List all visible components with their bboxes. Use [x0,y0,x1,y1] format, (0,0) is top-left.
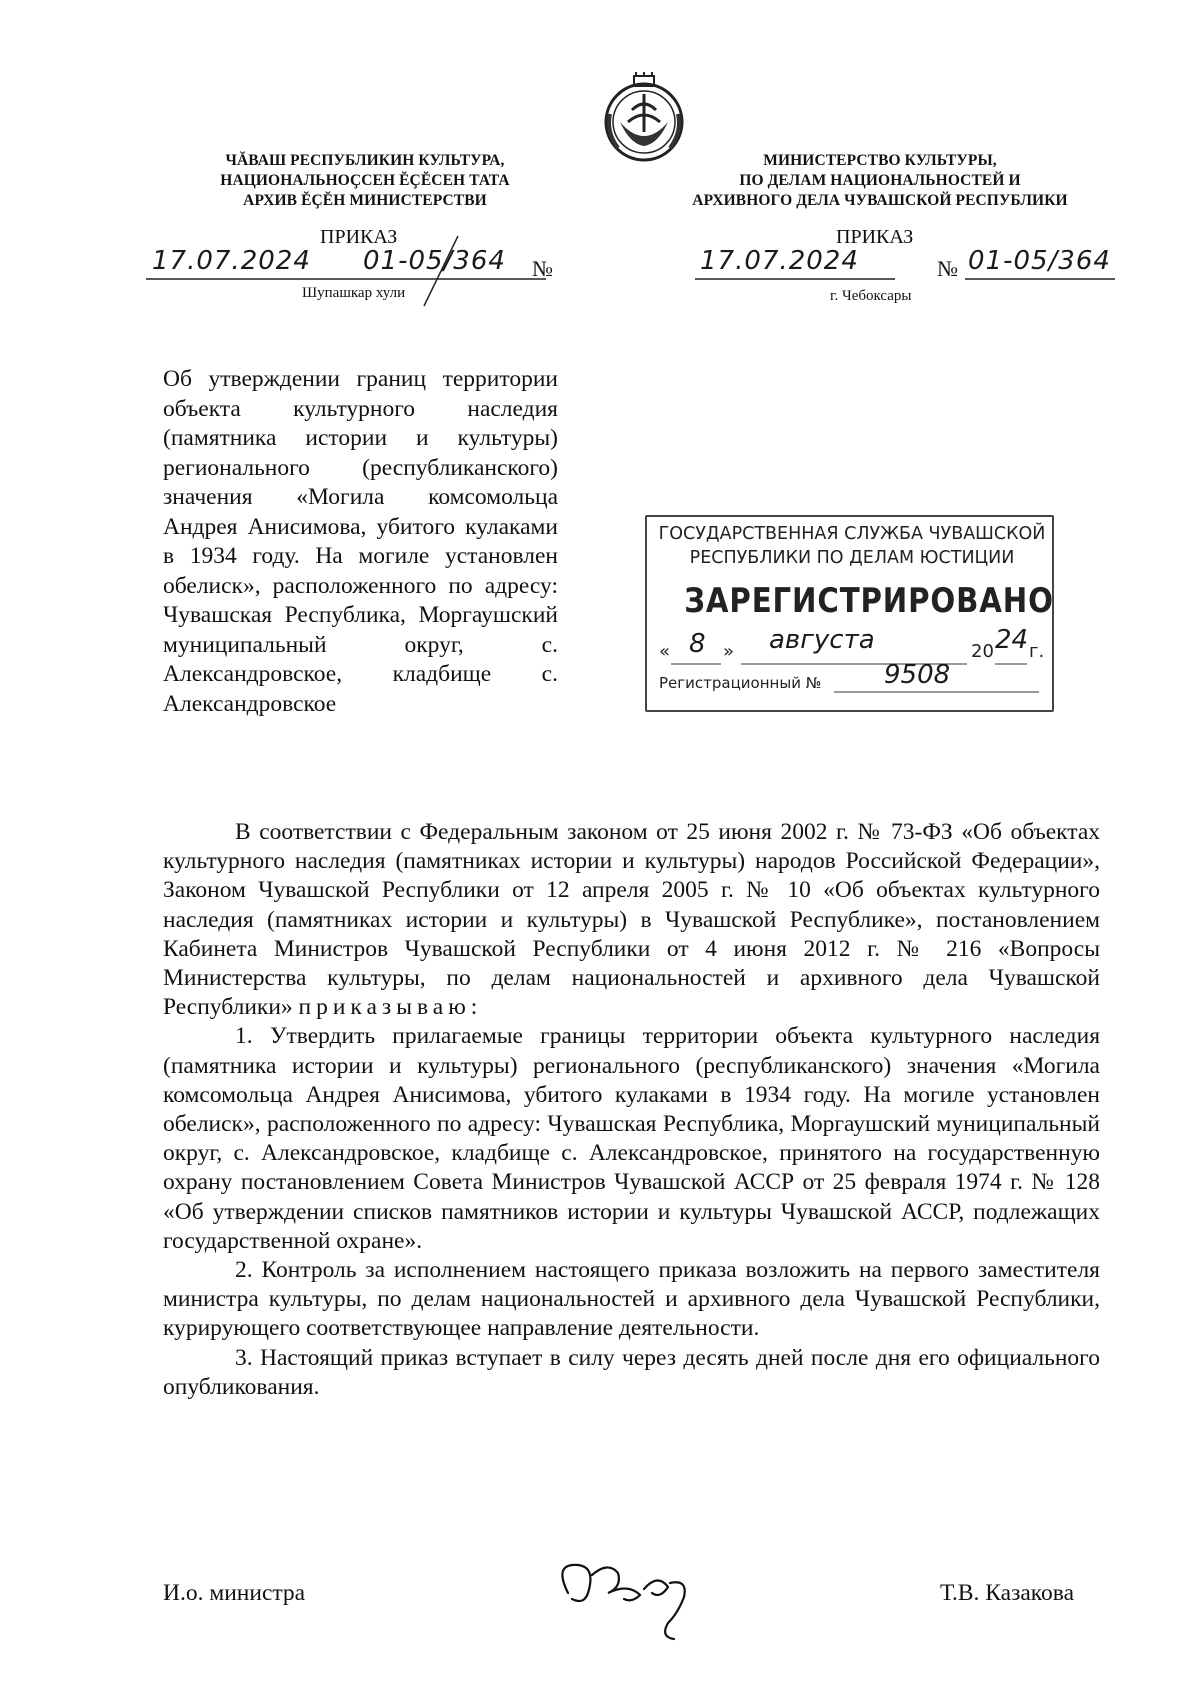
order-right-underline [695,276,1125,282]
order-left-underline [146,276,546,282]
header-left-chuvash [195,151,535,211]
order-right-number: 01-05/364 [968,246,1111,276]
order-right-date: 17.07.2024 [700,246,859,276]
stamp-year-prefix: 20 [971,641,994,662]
body-item-2: 2. Контроль за исполнением настоящего приказа возложить на первого заместителя министра культуры, по делам национальностей и архивного дела Чувашской Республики, курирующего соответствующее направление деятельности. [163,1257,1100,1342]
order-subject: Об утверждении границ территории объекта культурного наследия (памятника истории и культуры) регионального (республиканского) значения «Могила комсомольца Андрея Анисимова, убитого кулаками в 1934 году. На могиле установлен обелиск», расположенного по адресу: Чувашская Республика, Моргаушский муниципальный округ, с. Александровское, кладбище с. Александровское [163,366,558,717]
header-left-line: НАЦИОНАЛЬНОҪСЕН ĔҪĔСЕН ТАТА [220,172,510,189]
header-right-line: АРХИВНОГО ДЕЛА ЧУВАШСКОЙ РЕСПУБЛИКИ [692,192,1068,209]
stamp-reg-number: 9508 [884,660,951,690]
header-left-line: ЧĂВАШ РЕСПУБЛИКИН КУЛЬТУРА, [225,152,505,169]
coat-of-arms-emblem [598,72,690,164]
order-right-place: г. Чебоксары [830,288,912,304]
stamp-reg-label: Регистрационный № [659,674,822,692]
stamp-quote-open: « [659,641,671,662]
stamp-year-unit: г. [1029,641,1045,662]
stamp-month: августа [769,625,875,655]
stamp-line-2: РЕСПУБЛИКИ ПО ДЕЛАМ ЮСТИЦИИ [689,548,1015,568]
stamp-quote-close: » [723,641,735,662]
order-left-number: 01-05/364 [363,246,506,276]
body-item-3: 3. Настоящий приказ вступает в силу через десять дней после дня его официального опубликования. [163,1344,1100,1400]
header-right-russian [680,151,1080,211]
stamp-reg-underline [834,690,1044,694]
header-left-line: АРХИВ ĔҪĔН МИНИСТЕРСТВИ [243,192,487,209]
header-right-line: МИНИСТЕРСТВО КУЛЬТУРЫ, [763,152,997,169]
registration-stamp [645,515,1054,712]
body-preamble [163,818,1100,1022]
stamp-line-1: ГОСУДАРСТВЕННАЯ СЛУЖБА ЧУВАШСКОЙ [658,524,1046,544]
stamp-date [659,625,1045,665]
stamp-year-suffix: 24 [995,625,1029,655]
stamp-day: 8 [689,629,706,659]
order-left-date: 17.07.2024 [152,246,311,276]
stamp-status: ЗАРЕГИСТРИРОВАНО [684,581,1054,621]
signature-name: Т.В. Казакова [940,1580,1075,1606]
order-right-number-sign: № [937,256,958,281]
body-item-1: 1. Утвердить прилагаемые границы территории объекта культурного наследия (памятника истории и культуры) регионального (республиканского) значения «Могила комсомольца Андрея Анисимова, убитого кулаками в 1934 году. На могиле установлен обелиск», расположенного по адресу: Чувашская Республика, Моргаушский муниципальный округ, с. Александровское, кладбище с. Александровское, принятого на государственную охрану постановлением Совета Министров Чувашской АССР от 25 февраля 1974 г. № 128 «Об утверждении списков памятников истории и культуры Чувашской АССР, подлежащих государственной охране». [163,1023,1100,1254]
order-left-slash [410,232,470,312]
stamp-date-underline [659,662,1044,666]
order-left-place: Шупашкар хули [302,285,406,301]
order-body [163,818,1100,1402]
signature-position: И.о. министра [163,1580,306,1606]
handwritten-signature [548,1553,728,1643]
order-left-title: ПРИКАЗ [320,226,398,248]
body-preamble-text: В соответствии с Федеральным законом от 25 июня 2002 г. № 73-ФЗ «Об объектах культурного наследия (памятниках истории и культуры) народов Российской Федерации», Законом Чувашской Республики от 12 апреля 2005 г. № 10 «Об объектах культурного наследия (памятниках истории и культуры) в Чувашской Республике», постановлением Кабинета Министров Чувашской Республики от 4 июня 2012 г. № 216 «Вопросы Министерства культуры, по делам национальностей и архивного дела Чувашской Республики» [163,819,1100,1021]
order-right-title: ПРИКАЗ [836,226,914,248]
header-right-line: ПО ДЕЛАМ НАЦИОНАЛЬНОСТЕЙ И [739,172,1021,189]
order-left-number-sign: № [532,256,553,281]
body-order-word: приказываю: [298,994,483,1021]
stamp-registration [659,660,1044,692]
